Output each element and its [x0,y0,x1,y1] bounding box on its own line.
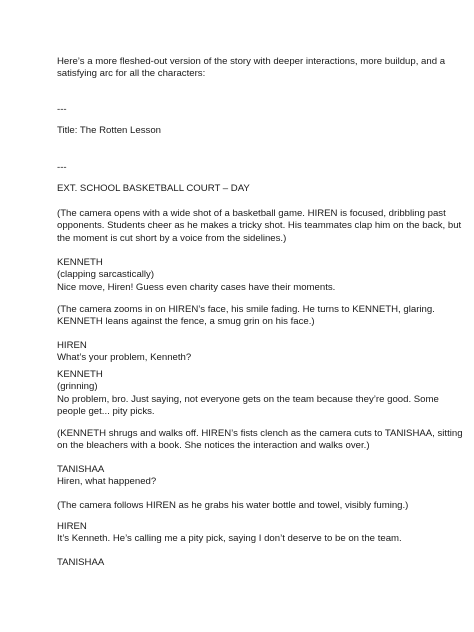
document-title: Title: The Rotten Lesson [57,125,161,136]
character-name: HIREN [57,340,87,351]
dialogue-block [57,464,427,489]
action-paragraph [57,304,435,329]
dialogue-block [57,369,439,419]
action-paragraph [57,500,427,512]
action-line: (KENNETH shrugs and walks off. HIREN’s fists clench as the camera cuts to TANISHAA, sitting [57,428,463,439]
intro-line: Here’s a more fleshed-out version of the story with deeper interactions, more buildup, and a [57,56,446,67]
action-line: opponents. Students cheer as he makes a tricky shot. His teammates clap him on the back, but [57,220,462,232]
action-line: KENNETH leans against the fence, a smug grin on his face.) [57,316,315,328]
separator: --- [57,104,67,115]
dialogue-line: Nice move, Hiren! Guess even charity cases have their moments. [57,281,336,293]
dialogue-line: It’s Kenneth. He’s calling me a pity pick, saying I don’t deserve to be on the team. [57,533,402,545]
dialogue-block [57,257,427,294]
intro-line: satisfying arc for all the characters: [57,68,206,80]
character-name: TANISHAA [57,464,105,475]
scene-heading: EXT. SCHOOL BASKETBALL COURT – DAY [57,183,250,194]
dialogue-line: No problem, bro. Just saying, not everyone gets on the team because they’re good. Some [57,393,439,405]
action-line: (The camera zooms in on HIREN’s face, his smile fading. He turns to KENNETH, glaring. [57,304,435,315]
intro-paragraph [57,56,446,81]
dialogue-line: What’s your problem, Kenneth? [57,352,192,364]
action-line: (The camera opens with a wide shot of a basketball game. HIREN is focused, dribbling past [57,208,446,219]
action-paragraph [57,208,462,245]
action-line: on the bleachers with a book. She notices the interaction and walks over.) [57,440,370,452]
separator: --- [57,162,67,173]
character-name: KENNETH [57,257,103,268]
action-line: (The camera follows HIREN as he grabs his water bottle and towel, visibly fuming.) [57,500,409,511]
dialogue-line: people get... pity picks. [57,406,155,418]
character-name: TANISHAA [57,557,105,568]
dialogue-block [57,340,427,365]
dialogue-block [57,521,427,546]
character-name: KENNETH [57,369,103,380]
parenthetical: (grinning) [57,381,98,393]
dialogue-line: Hiren, what happened? [57,476,157,488]
action-paragraph [57,428,463,453]
dialogue-block [57,557,427,569]
action-line: the moment is cut short by a voice from the sidelines.) [57,232,287,244]
character-name: HIREN [57,521,87,532]
parenthetical: (clapping sarcastically) [57,269,155,281]
